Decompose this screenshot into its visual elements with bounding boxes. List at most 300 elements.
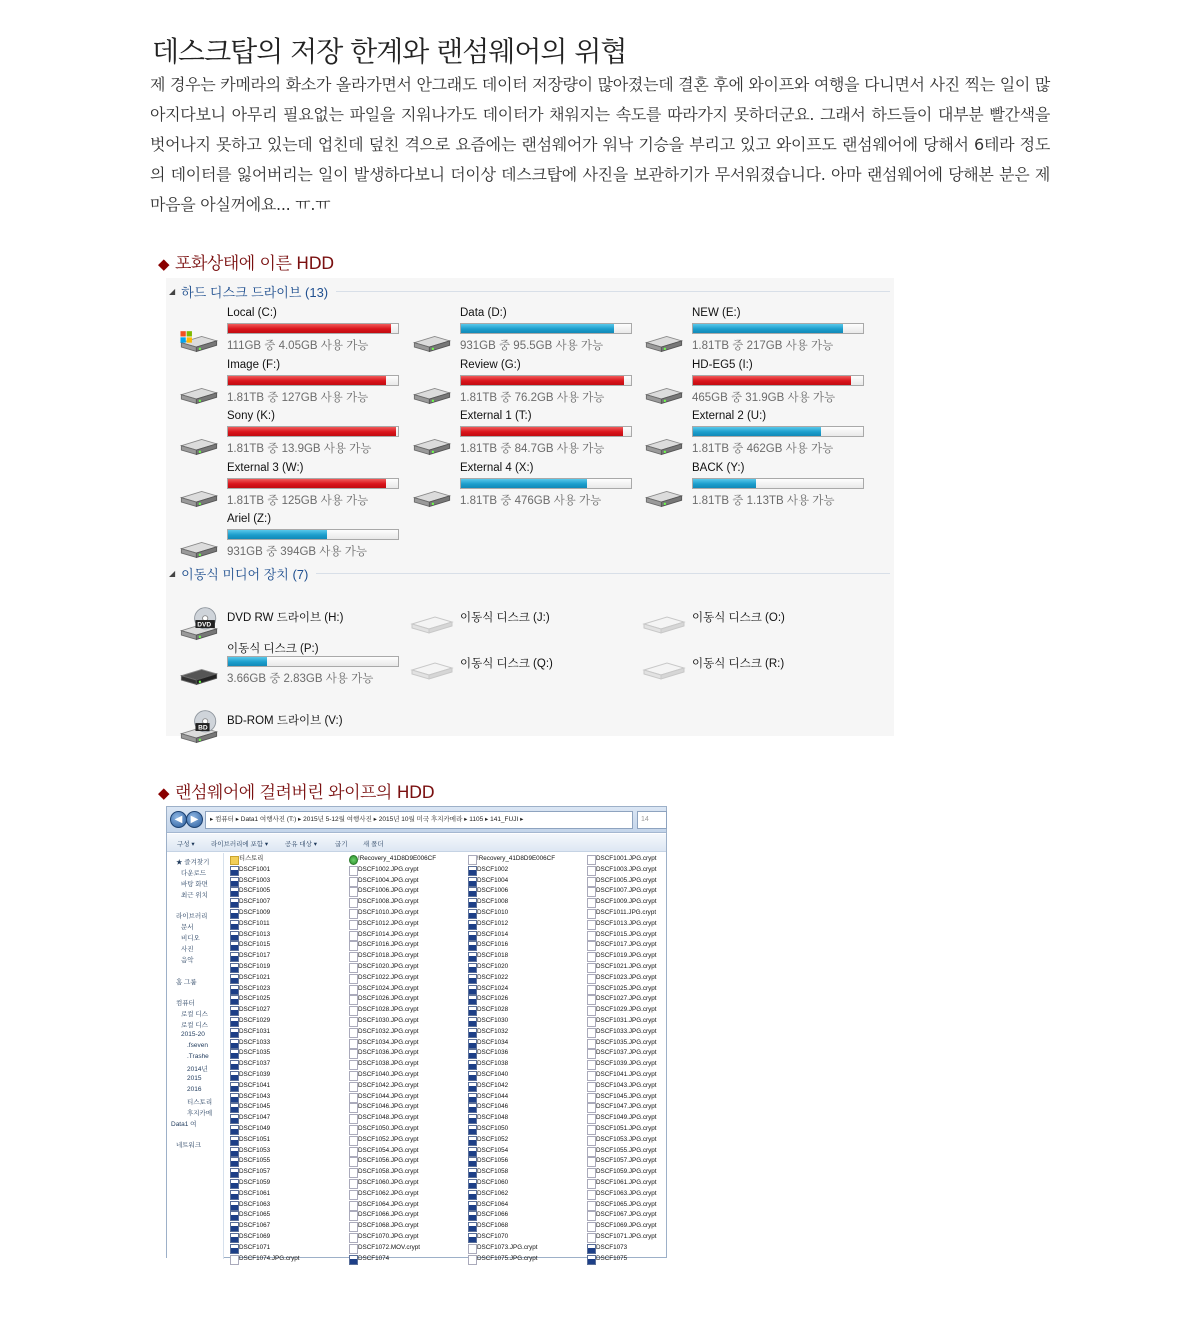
file-item[interactable]: DSCF1059.JPG.crypt [586,1167,657,1177]
hard-drive-item[interactable] [633,462,865,512]
file-item[interactable]: DSCF1013.JPG.crypt [586,919,657,929]
capacity-bar [227,323,399,334]
file-item[interactable]: DSCF1031 [229,1027,270,1037]
file-item[interactable]: DSCF1074.JPG.crypt [229,1254,300,1264]
file-item[interactable]: DSCF1003.JPG.crypt [586,865,657,875]
diamond-bullet-icon: ◆ [158,255,170,273]
nav-item[interactable]: 2015-20 [181,1031,205,1038]
nav-item[interactable]: 후지카메 [187,1110,213,1117]
file-item[interactable]: DSCF1008.JPG.crypt [348,897,419,907]
file-item[interactable]: DSCF1039.JPG.crypt [586,1059,657,1069]
removable-drive-item[interactable] [633,641,865,691]
command-bar [167,834,666,852]
file-item[interactable]: DSCF1071 [229,1243,270,1253]
file-item[interactable]: 티스토리 [229,854,263,864]
nav-item[interactable]: 바탕 화면 [181,881,208,888]
file-item[interactable]: DSCF1019.JPG.crypt [586,951,657,961]
nav-item[interactable]: 컴퓨터 [176,1000,195,1007]
hard-drive-item[interactable] [168,462,400,512]
file-item[interactable]: DSCF1023 [229,984,270,994]
hard-drive-icon [641,428,687,452]
capacity-fill [461,427,623,436]
explorer-drives-panel [166,278,894,736]
file-item[interactable]: DSCF1010.JPG.crypt [348,908,419,918]
file-item[interactable]: DSCF1068.JPG.crypt [348,1221,419,1231]
file-item[interactable]: DSCF1032.JPG.crypt [348,1027,419,1037]
file-item[interactable]: DSCF1030.JPG.crypt [348,1016,419,1026]
section-heading-full-hdd [158,249,334,274]
file-item[interactable]: DSCF1050.JPG.crypt [348,1124,419,1134]
drive-free-space: 1.81TB 중 125GB 사용 가능 [227,494,369,507]
back-arrow-icon[interactable]: ◀ [170,811,187,828]
file-item[interactable]: DSCF1067 [229,1221,270,1231]
nav-item[interactable]: 사진 [181,946,194,953]
svg-text:DVD: DVD [197,621,212,629]
file-item[interactable]: DSCF1054 [467,1146,508,1156]
file-item[interactable]: DSCF1066.JPG.crypt [348,1210,419,1220]
capacity-bar [692,323,864,334]
capacity-bar [692,478,864,489]
nav-item[interactable]: Data1 여 [171,1121,197,1128]
file-item[interactable]: DSCF1068 [467,1221,508,1231]
file-item[interactable]: DSCF1074 [348,1254,389,1264]
file-item[interactable]: DSCF1026 [467,994,508,1004]
file-item[interactable]: DSCF1027.JPG.crypt [586,994,657,1004]
file-item[interactable]: DSCF1035.JPG.crypt [586,1038,657,1048]
file-item[interactable]: DSCF1073 [586,1243,627,1253]
hard-drive-icon [409,428,455,452]
file-item[interactable]: DSCF1059 [229,1178,270,1188]
file-item[interactable]: DSCF1028 [467,1005,508,1015]
collapse-triangle-icon[interactable]: ◢ [169,568,176,578]
capacity-fill [461,376,624,385]
file-item[interactable]: DSCF1069 [229,1232,270,1242]
file-item[interactable]: DSCF1029 [229,1016,270,1026]
file-item[interactable]: DSCF1045 [229,1102,270,1112]
nav-item[interactable]: 로컬 디스 [181,1011,208,1018]
file-item[interactable]: DSCF1010 [467,908,508,918]
file-item[interactable]: DSCF1031.JPG.crypt [586,1016,657,1026]
file-item[interactable]: DSCF1027 [229,1005,270,1015]
file-item[interactable]: DSCF1067.JPG.crypt [586,1210,657,1220]
file-item[interactable]: DSCF1075 [586,1254,627,1264]
file-item[interactable]: DSCF1060.JPG.crypt [348,1178,419,1188]
drive-name: 이동식 디스크 (P:) [227,643,319,655]
file-item[interactable]: DSCF1041.JPG.crypt [586,1070,657,1080]
file-item[interactable]: DSCF1011.JPG.crypt [586,908,656,918]
drive-free-space: 1.81TB 중 462GB 사용 가능 [692,443,834,455]
file-item[interactable]: DSCF1057.JPG.crypt [586,1156,657,1166]
file-item[interactable]: DSCF1061.JPG.crypt [586,1178,657,1188]
navigation-pane [167,853,224,1259]
file-item[interactable]: DSCF1038 [467,1059,508,1069]
diamond-bullet-icon: ◆ [158,784,170,802]
nav-item[interactable]: 티스토리 [187,1099,213,1106]
file-item[interactable]: DSCF1029.JPG.crypt [586,1005,657,1015]
capacity-fill [693,376,851,385]
file-item[interactable]: DSCF1025.JPG.crypt [586,984,657,994]
capacity-fill [228,376,386,385]
file-item[interactable]: DSCF1042 [467,1081,508,1091]
drive-free-space: 1.81TB 중 127GB 사용 가능 [227,391,369,404]
file-item[interactable]: DSCF1020.JPG.crypt [348,962,419,972]
file-item[interactable]: DSCF1018.JPG.crypt [348,951,419,961]
file-item[interactable]: DSCF1039 [229,1070,270,1080]
nav-item[interactable]: 라이브러리 [176,913,208,920]
bd-drive-icon [176,716,222,740]
file-item[interactable]: DSCF1005.JPG.crypt [586,876,657,886]
file-item[interactable]: DSCF1004 [467,876,508,886]
capacity-bar [692,426,864,437]
file-item[interactable]: DSCF1002 [467,865,508,875]
capacity-bar [227,656,399,667]
file-item[interactable]: DSCF1046.JPG.crypt [348,1102,419,1112]
dvd-drive-icon [176,613,222,637]
drive-free-space: 465GB 중 31.9GB 사용 가능 [692,391,836,404]
file-item[interactable]: DSCF1025 [229,994,270,1004]
file-item[interactable]: DSCF1071.JPG.crypt [586,1232,657,1242]
hard-drive-icon [409,325,455,349]
drive-name: HD-EG5 (I:) [692,358,753,371]
file-item[interactable]: DSCF1006 [467,886,508,896]
search-input[interactable]: 14 [637,811,667,829]
drive-name: External 3 (W:) [227,461,304,474]
capacity-bar [460,375,632,386]
ransomware-explorer-window [166,806,667,1262]
drive-name: Ariel (Z:) [227,513,272,525]
article-title: 데스크탑의 저장 한계와 랜섬웨어의 위협 [152,35,627,68]
hard-drive-icon [176,428,222,452]
nav-item[interactable]: 최근 위치 [181,892,208,899]
file-item[interactable]: DSCF1024 [467,984,508,994]
nav-item[interactable]: 홈 그룹 [176,979,197,986]
hard-drive-item[interactable] [168,513,400,563]
nav-item[interactable]: 다운로드 [181,870,207,877]
windows-drive-icon [176,325,222,349]
hard-drive-icon [176,377,222,401]
drive-name: 이동식 디스크 (Q:) [460,658,553,670]
article-paragraph: 제 경우는 카메라의 화소가 올라가면서 안그래도 데이터 저장량이 많아졌는데 결혼 후에 와이프와 여행을 다니면서 사진 찍는 일이 많아지다보니 아무리 필요없는 파일을 지워나가도 데이터가 채워지는 속도를 따라가지 못하더군요. 그래서 하드들이 대부분 빨간색을 벗어나지 못하고 있는데 업친데 덮친 격으로 요즘에는 랜섬웨어가 워낙 기승을 부리고 있고 와이프도 랜섬웨어에 당해서 6테라 정도의 데이터를 잃어버리는 일이 발생하다보니 더이상 데스크탑에 사진을 보관하기가 무서워졌습니다. 아마 랜섬웨어에 당해본 분은 제 마음을 아실꺼에요... ㅠ.ㅠ [150,75,1050,214]
file-item[interactable]: DSCF1044 [467,1092,508,1102]
file-item[interactable]: DSCF1047 [229,1113,270,1123]
capacity-fill [693,479,756,488]
capacity-bar [692,375,864,386]
file-item[interactable]: DSCF1012.JPG.crypt [348,919,419,929]
capacity-fill [461,324,614,333]
file-item[interactable]: DSCF1007 [229,897,270,907]
capacity-bar [460,426,632,437]
file-item[interactable]: DSCF1057 [229,1167,270,1177]
hard-drive-icon [641,480,687,504]
drive-free-space: 1.81TB 중 476GB 사용 가능 [460,494,602,507]
file-item[interactable]: DSCF1056 [467,1156,508,1166]
file-item[interactable]: DSCF1030 [467,1016,508,1026]
file-item[interactable]: DSCF1053.JPG.crypt [586,1135,657,1145]
file-item[interactable]: DSCF1032 [467,1027,508,1037]
file-item[interactable]: DSCF1051.JPG.crypt [586,1124,657,1134]
drive-name: NEW (E:) [692,307,741,319]
file-item[interactable]: DSCF1050 [467,1124,508,1134]
hard-drive-icon [409,377,455,401]
file-item[interactable]: DSCF1014.JPG.crypt [348,930,419,940]
file-item[interactable]: DSCF1061 [229,1189,270,1199]
nav-item[interactable]: 2016 [187,1086,202,1093]
file-item[interactable]: DSCF1048.JPG.crypt [348,1113,419,1123]
file-item[interactable]: DSCF1043 [229,1092,270,1102]
file-item[interactable]: DSCF1013 [229,930,270,940]
file-item[interactable]: DSCF1008 [467,897,508,907]
toolbar-item[interactable]: 굽기 [335,841,348,848]
file-item[interactable]: DSCF1005 [229,886,270,896]
removable-drive-item[interactable] [168,698,400,748]
nav-item[interactable]: .fseven [187,1042,208,1049]
nav-item[interactable]: 문서 [181,924,194,931]
removable-group-header[interactable] [166,563,894,583]
file-list [227,854,668,1262]
hard-drive-item[interactable] [633,307,865,357]
file-item[interactable]: DSCF1047.JPG.crypt [586,1102,657,1112]
hard-drive-item[interactable] [401,462,633,512]
drive-name: BD-ROM 드라이브 (V:) [227,715,343,727]
file-item[interactable]: DSCF1036.JPG.crypt [348,1048,419,1058]
capacity-fill [693,427,821,436]
file-item[interactable]: DSCF1072.MOV.crypt [348,1243,420,1253]
nav-item[interactable]: 네트워크 [176,1142,202,1149]
capacity-bar [227,426,399,437]
file-item[interactable]: DSCF1056.JPG.crypt [348,1156,419,1166]
drive-free-space: 1.81TB 중 13.9GB 사용 가능 [227,443,372,455]
drive-name: External 1 (T:) [460,410,532,422]
capacity-bar [460,323,632,334]
file-item[interactable]: !Recovery_41D8D9E006CF [348,854,436,864]
section-heading-text: 포화상태에 이른 HDD [175,254,334,274]
file-item[interactable]: DSCF1065 [229,1210,270,1220]
file-item[interactable]: DSCF1016.JPG.crypt [348,940,419,950]
file-item[interactable]: DSCF1046 [467,1102,508,1112]
file-item[interactable]: DSCF1053 [229,1146,270,1156]
drive-name: 이동식 디스크 (J:) [460,612,550,624]
file-item[interactable]: DSCF1004.JPG.crypt [348,876,419,886]
file-item[interactable]: DSCF1045.JPG.crypt [586,1092,657,1102]
file-item[interactable]: DSCF1042.JPG.crypt [348,1081,419,1091]
file-item[interactable]: DSCF1044.JPG.crypt [348,1092,419,1102]
drive-name: Sony (K:) [227,410,275,422]
capacity-fill [693,324,843,333]
removable-disk-icon [409,613,455,637]
file-item[interactable]: DSCF1070 [467,1232,508,1242]
file-item[interactable]: DSCF1011 [229,919,270,929]
file-item[interactable]: DSCF1038.JPG.crypt [348,1059,419,1069]
file-item[interactable]: DSCF1063.JPG.crypt [586,1189,657,1199]
nav-item[interactable]: 2014년 [187,1066,208,1073]
capacity-fill [228,530,327,539]
file-item[interactable]: DSCF1034 [467,1038,508,1048]
hard-drive-icon [176,480,222,504]
capacity-bar [227,478,399,489]
removable-disk-icon [641,613,687,637]
file-item[interactable]: DSCF1017.JPG.crypt [586,940,657,950]
file-item[interactable]: DSCF1049.JPG.crypt [586,1113,657,1123]
hard-drive-item[interactable] [633,359,865,409]
file-item[interactable]: DSCF1043.JPG.crypt [586,1081,657,1091]
file-item[interactable]: DSCF1055 [229,1156,270,1166]
file-item[interactable]: DSCF1037.JPG.crypt [586,1048,657,1058]
file-item[interactable]: DSCF1054.JPG.crypt [348,1146,419,1156]
hard-drive-item[interactable] [168,410,400,460]
svg-text:BD: BD [198,724,208,732]
capacity-bar [227,375,399,386]
file-item[interactable]: DSCF1015.JPG.crypt [586,930,657,940]
file-item[interactable]: DSCF1035 [229,1048,270,1058]
drive-name: External 2 (U:) [692,410,767,422]
file-item[interactable]: DSCF1052 [467,1135,508,1145]
hard-drive-item[interactable] [168,359,400,409]
file-item[interactable]: DSCF1075.JPG.crypt [467,1254,538,1264]
toolbar-item[interactable]: 라이브러리에 포함 ▾ [211,841,269,848]
file-item[interactable]: DSCF1048 [467,1113,508,1123]
file-item[interactable]: DSCF1049 [229,1124,270,1134]
hdd-group-label: 하드 디스크 드라이브 (13) [181,284,329,300]
file-item[interactable]: DSCF1064.JPG.crypt [348,1200,419,1210]
nav-item[interactable]: 음악 [181,957,194,964]
file-item[interactable]: DSCF1073.JPG.crypt [467,1243,538,1253]
file-item[interactable]: DSCF1033.JPG.crypt [586,1027,657,1037]
hard-drive-item[interactable] [401,359,633,409]
file-item[interactable]: DSCF1022.JPG.crypt [348,973,419,983]
file-item[interactable]: DSCF1002.JPG.crypt [348,865,419,875]
drive-name: Review (G:) [460,358,521,371]
hard-drive-item[interactable] [401,307,633,357]
file-item[interactable]: DSCF1062.JPG.crypt [348,1189,419,1199]
file-item[interactable]: DSCF1021.JPG.crypt [586,962,657,972]
file-item[interactable]: DSCF1065.JPG.crypt [586,1200,657,1210]
drive-free-space: 1.81TB 중 1.13TB 사용 가능 [692,494,835,507]
file-item[interactable]: DSCF1069.JPG.crypt [586,1221,657,1231]
removable-drive-item[interactable] [401,641,633,691]
removable-disk-icon [641,659,687,683]
capacity-fill [228,427,396,436]
drive-free-space: 111GB 중 4.05GB 사용 가능 [227,340,369,352]
removable-drive-item[interactable] [401,595,633,645]
nav-item[interactable]: ★ 즐겨찾기 [176,859,210,866]
capacity-bar [227,529,399,540]
removable-group-label: 이동식 미디어 장치 (7) [181,566,309,582]
toolbar-item[interactable]: 공유 대상 ▾ [285,841,317,848]
file-item[interactable]: DSCF1015 [229,940,270,950]
file-item[interactable]: DSCF1058.JPG.crypt [348,1167,419,1177]
section-heading-ransomware [158,778,434,803]
collapse-triangle-icon[interactable]: ◢ [169,286,176,296]
drive-name: External 4 (X:) [460,461,534,474]
hdd-group-header[interactable] [166,281,894,301]
forward-arrow-icon[interactable]: ▶ [186,811,203,828]
file-item[interactable]: !Recovery_41D8D9E006CF [467,854,555,864]
file-item[interactable]: DSCF1034.JPG.crypt [348,1038,419,1048]
drive-name: 이동식 디스크 (R:) [692,658,785,670]
file-item[interactable]: DSCF1006.JPG.crypt [348,886,419,896]
file-item[interactable]: DSCF1062 [467,1189,508,1199]
removable-drive-item[interactable] [168,595,400,645]
file-item[interactable]: DSCF1052.JPG.crypt [348,1135,419,1145]
file-item[interactable]: DSCF1070.JPG.crypt [348,1232,419,1242]
file-item[interactable]: DSCF1001.JPG.crypt [586,854,657,864]
capacity-fill [228,479,386,488]
removable-disk-icon [409,659,455,683]
file-item[interactable]: DSCF1064 [467,1200,508,1210]
drive-free-space: 1.81TB 중 217GB 사용 가능 [692,340,834,352]
file-item[interactable]: DSCF1003 [229,876,270,886]
hard-drive-icon [641,325,687,349]
nav-item[interactable]: 로컬 디스 [181,1022,208,1029]
hard-drive-icon [176,531,222,555]
nav-item[interactable]: 비디오 [181,935,200,942]
file-item[interactable]: DSCF1014 [467,930,508,940]
removable-drive-item[interactable] [633,595,865,645]
removable-drive-item[interactable] [168,640,400,690]
file-item[interactable]: DSCF1020 [467,962,508,972]
file-item[interactable]: DSCF1033 [229,1038,270,1048]
drive-name: Image (F:) [227,358,281,371]
file-item[interactable]: DSCF1063 [229,1200,270,1210]
drive-name: BACK (Y:) [692,461,745,474]
file-item[interactable]: DSCF1066 [467,1210,508,1220]
file-item[interactable]: DSCF1009 [229,908,270,918]
drive-name: 이동식 디스크 (O:) [692,612,785,624]
file-item[interactable]: DSCF1017 [229,951,270,961]
file-item[interactable]: DSCF1018 [467,951,508,961]
file-item[interactable]: DSCF1040.JPG.crypt [348,1070,419,1080]
section-heading-text: 랜섬웨어에 걸려버린 와이프의 HDD [175,783,435,803]
hard-drive-icon [641,377,687,401]
drive-free-space: 1.81TB 중 76.2GB 사용 가능 [460,391,605,404]
file-item[interactable]: DSCF1055.JPG.crypt [586,1146,657,1156]
nav-item[interactable]: .Trashe [187,1053,209,1060]
path-field[interactable]: ▸ 컴퓨터 ▸ Data1 여행사진 (T:) ▸ 2015년 5-12월 여행사진 ▸ 2015년 10월 미국 후지카메라 ▸ 1105 ▸ 141_FUJI ▸ [205,811,633,829]
file-item[interactable]: DSCF1036 [467,1048,508,1058]
drive-free-space: 931GB 중 95.5GB 사용 가능 [460,340,604,352]
file-item[interactable]: DSCF1040 [467,1070,508,1080]
file-item[interactable]: DSCF1024.JPG.crypt [348,984,419,994]
file-item[interactable]: DSCF1007.JPG.crypt [586,886,657,896]
file-item[interactable]: DSCF1041 [229,1081,270,1091]
file-item[interactable]: DSCF1019 [229,962,270,972]
toolbar-item[interactable]: 새 폴더 [363,841,384,848]
hard-drive-item[interactable] [401,410,633,460]
file-item[interactable]: DSCF1026.JPG.crypt [348,994,419,1004]
file-item[interactable]: DSCF1051 [229,1135,270,1145]
hard-drive-item[interactable] [633,410,865,460]
file-item[interactable]: DSCF1012 [467,919,508,929]
usb-drive-icon [176,658,222,682]
file-item[interactable]: DSCF1023.JPG.crypt [586,973,657,983]
file-item[interactable]: DSCF1001 [229,865,270,875]
file-item[interactable]: DSCF1060 [467,1178,508,1188]
file-item[interactable]: DSCF1009.JPG.crypt [586,897,657,907]
toolbar-item[interactable]: 구성 ▾ [177,841,195,848]
file-item[interactable]: DSCF1016 [467,940,508,950]
hard-drive-item[interactable] [168,307,400,357]
file-item[interactable]: DSCF1058 [467,1167,508,1177]
file-item[interactable]: DSCF1021 [229,973,270,983]
file-item[interactable]: DSCF1028.JPG.crypt [348,1005,419,1015]
capacity-fill [461,479,587,488]
nav-item[interactable]: 2015 [187,1075,202,1082]
drive-free-space: 3.66GB 중 2.83GB 사용 가능 [227,673,374,685]
file-item[interactable]: DSCF1037 [229,1059,270,1069]
capacity-fill [228,324,391,333]
file-item[interactable]: DSCF1022 [467,973,508,983]
address-bar [167,807,666,833]
